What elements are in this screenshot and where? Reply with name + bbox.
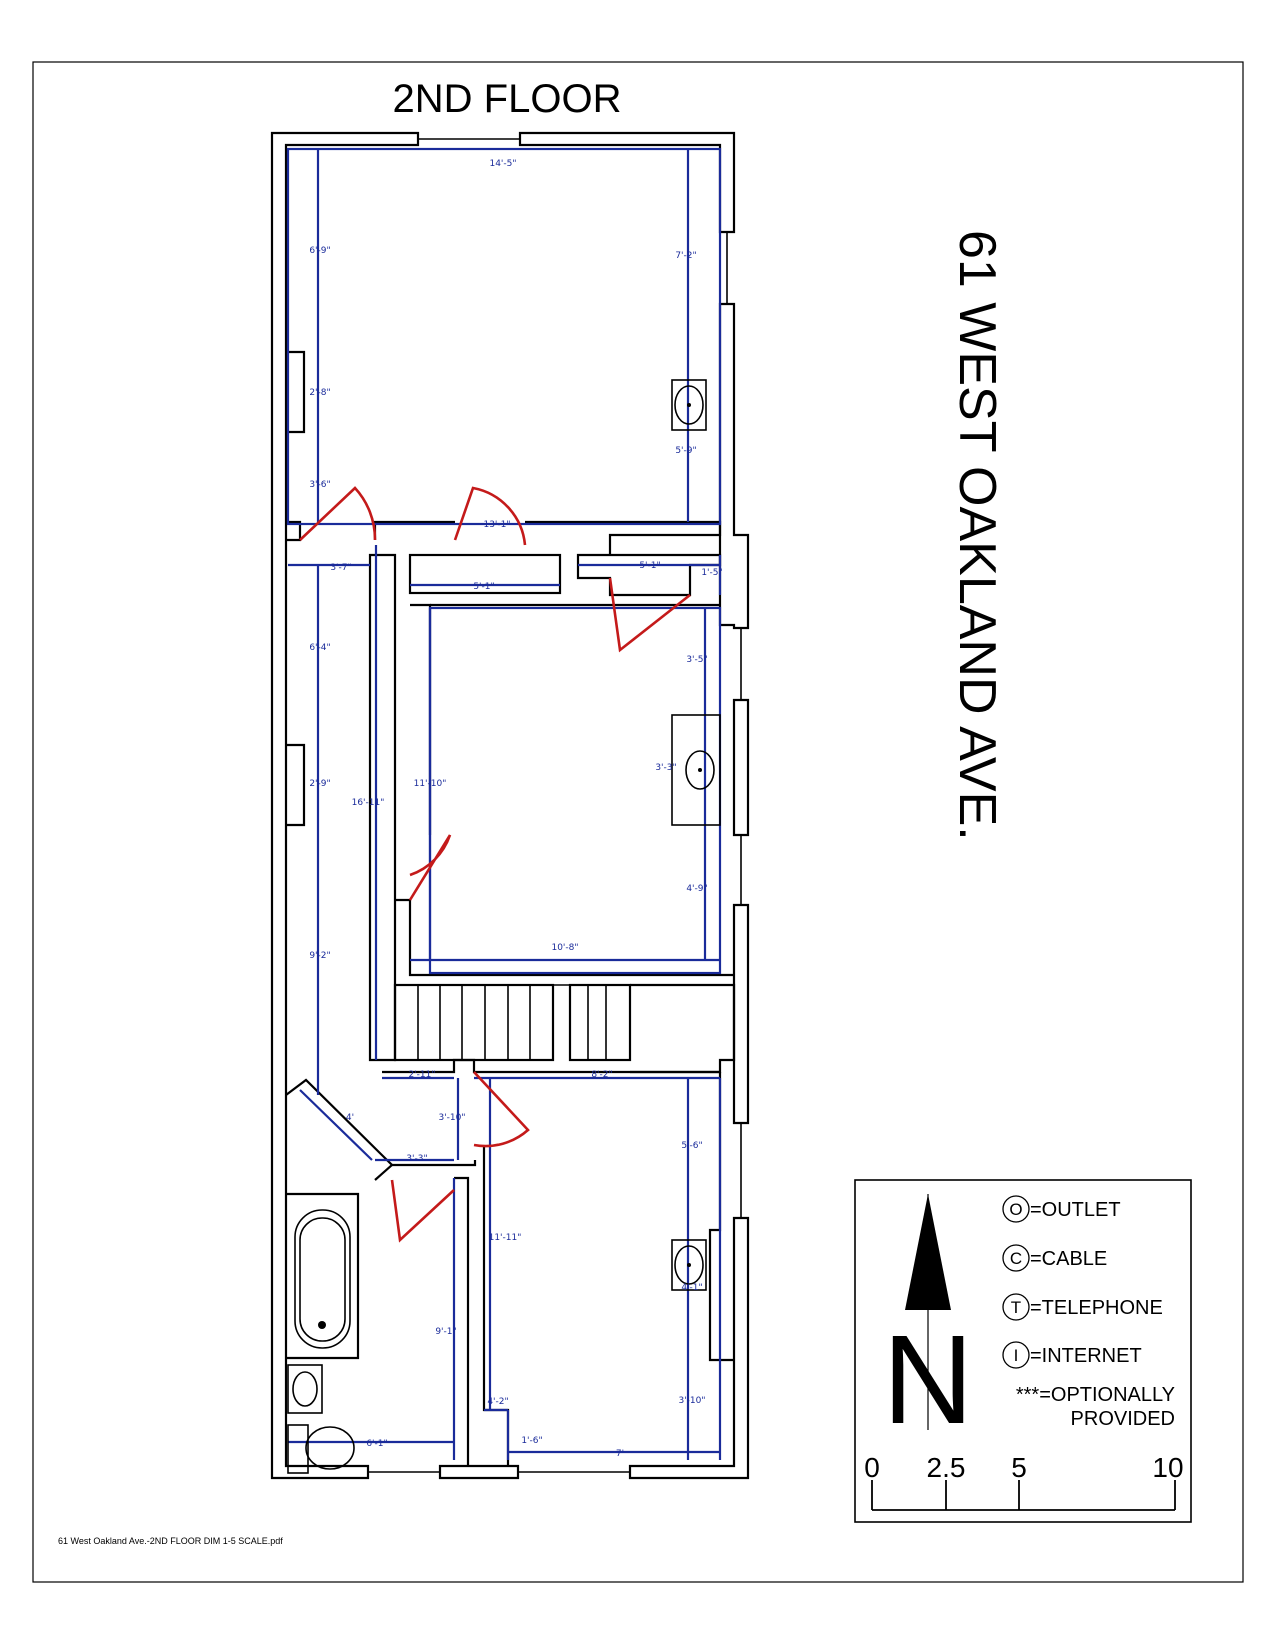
legend-symbol: O xyxy=(1009,1200,1023,1219)
door-bath xyxy=(392,1180,454,1240)
rear-wall-mid xyxy=(440,1466,518,1478)
floor-title: 2ND FLOOR xyxy=(392,77,622,121)
door-front-left xyxy=(300,488,375,540)
legend-optional-line1: ***=OPTIONALLY xyxy=(1015,1384,1175,1406)
legend-symbol: T xyxy=(1010,1298,1022,1317)
scale-tick-label: 2.5 xyxy=(926,1452,966,1483)
dim-label: 9'-2" xyxy=(309,951,331,961)
dim-label: 6'-4" xyxy=(309,643,331,653)
outer-wall-right-upper xyxy=(720,304,748,628)
stair-flight-2 xyxy=(570,985,630,1060)
scale-tick-label: 5 xyxy=(1011,1452,1027,1483)
dim-label: 14'-5" xyxy=(489,159,517,169)
scale-bar xyxy=(864,1452,1183,1510)
dim-label: 3'-10" xyxy=(678,1396,706,1406)
dim-label: 4'-1" xyxy=(681,1283,703,1293)
dim-label: 10'-8" xyxy=(551,943,579,953)
dim-label: 3'-6" xyxy=(309,480,331,490)
sink-bedroom xyxy=(672,715,720,825)
outer-wall-right-mid xyxy=(734,700,748,835)
walls xyxy=(272,133,748,1478)
dim-label: 6'-9" xyxy=(309,246,331,256)
hall-wall-right-lower xyxy=(454,1178,468,1466)
dim-label: 2'-11" xyxy=(408,1070,436,1080)
dim-label: 11'-11" xyxy=(488,1233,522,1243)
dim-label: 2'-9" xyxy=(309,779,331,789)
dim-label: 4'-9" xyxy=(686,884,708,894)
dim-label: 1'-5" xyxy=(701,568,723,578)
angled-wall xyxy=(286,1080,392,1180)
dim-label: 13'-1" xyxy=(483,520,511,530)
dim-label: 9'-1" xyxy=(435,1327,457,1337)
legend-label: =INTERNET xyxy=(1030,1345,1142,1367)
dimension-labels xyxy=(309,159,722,1459)
legend-label: =TELEPHONE xyxy=(1030,1297,1163,1319)
dim-label: 3'-3" xyxy=(406,1154,428,1164)
dim-label: 6'-1" xyxy=(366,1439,388,1449)
outer-wall-right-lower xyxy=(734,905,748,1123)
north-letter: N xyxy=(882,1309,974,1450)
dim-label: 16'-11" xyxy=(351,798,385,808)
rear-room-wall-left xyxy=(484,1145,508,1466)
street-label: 61 WEST OAKLAND AVE. xyxy=(948,230,1006,841)
stair-right-wall xyxy=(630,985,734,1072)
dim-label: 3'-7" xyxy=(330,563,352,573)
scale-tick-label: 10 xyxy=(1152,1452,1184,1483)
legend-label: =CABLE xyxy=(1030,1248,1108,1270)
legend-symbol: I xyxy=(1013,1346,1019,1365)
dim-label: 4' xyxy=(345,1113,355,1123)
rear-room-wall-right xyxy=(710,1072,734,1360)
dim-label: 3'-5" xyxy=(686,655,708,665)
dim-label: 3'-10" xyxy=(438,1113,466,1123)
dim-label: 3'-3" xyxy=(655,763,677,773)
outer-wall-top-right xyxy=(520,133,734,232)
dim-label: 4'-2" xyxy=(487,1397,509,1407)
dim-label: 5'-1" xyxy=(639,561,661,571)
legend-optional-line2: PROVIDED xyxy=(1070,1408,1175,1430)
dim-label: 5'-9" xyxy=(675,446,697,456)
dim-label: 7' xyxy=(615,1449,625,1459)
dim-label: 5'-6" xyxy=(681,1141,703,1151)
legend-symbol: C xyxy=(1009,1249,1023,1268)
door-rear-room xyxy=(474,1072,528,1146)
front-room-outline xyxy=(288,149,720,524)
dim-label: 11'-10" xyxy=(413,779,447,789)
legend xyxy=(855,1180,1191,1522)
partition-front-right xyxy=(525,522,720,555)
fixtures xyxy=(288,380,723,1473)
legend-label: =OUTLET xyxy=(1030,1199,1121,1221)
dim-label: 5'-1" xyxy=(473,582,495,592)
bedroom-outline xyxy=(430,608,720,973)
door-swings xyxy=(300,488,690,1240)
dim-label: 1'-6" xyxy=(521,1436,543,1446)
scale-tick-label: 0 xyxy=(864,1452,880,1483)
footer-filename: 61 West Oakland Ave.-2ND FLOOR DIM 1-5 SCALE.pdf xyxy=(58,1536,283,1546)
bedroom-wall-bottom xyxy=(395,900,734,975)
bedroom-wall-left-upper xyxy=(410,605,430,835)
door-front-right xyxy=(455,488,525,545)
dim-label: 8'-2" xyxy=(591,1070,613,1080)
staircase xyxy=(395,985,734,1072)
dim-label: 2'-8" xyxy=(309,388,331,398)
dim-label: 7'-2" xyxy=(675,251,697,261)
door-closet-right xyxy=(610,578,690,650)
left-jog-2 xyxy=(286,745,304,825)
